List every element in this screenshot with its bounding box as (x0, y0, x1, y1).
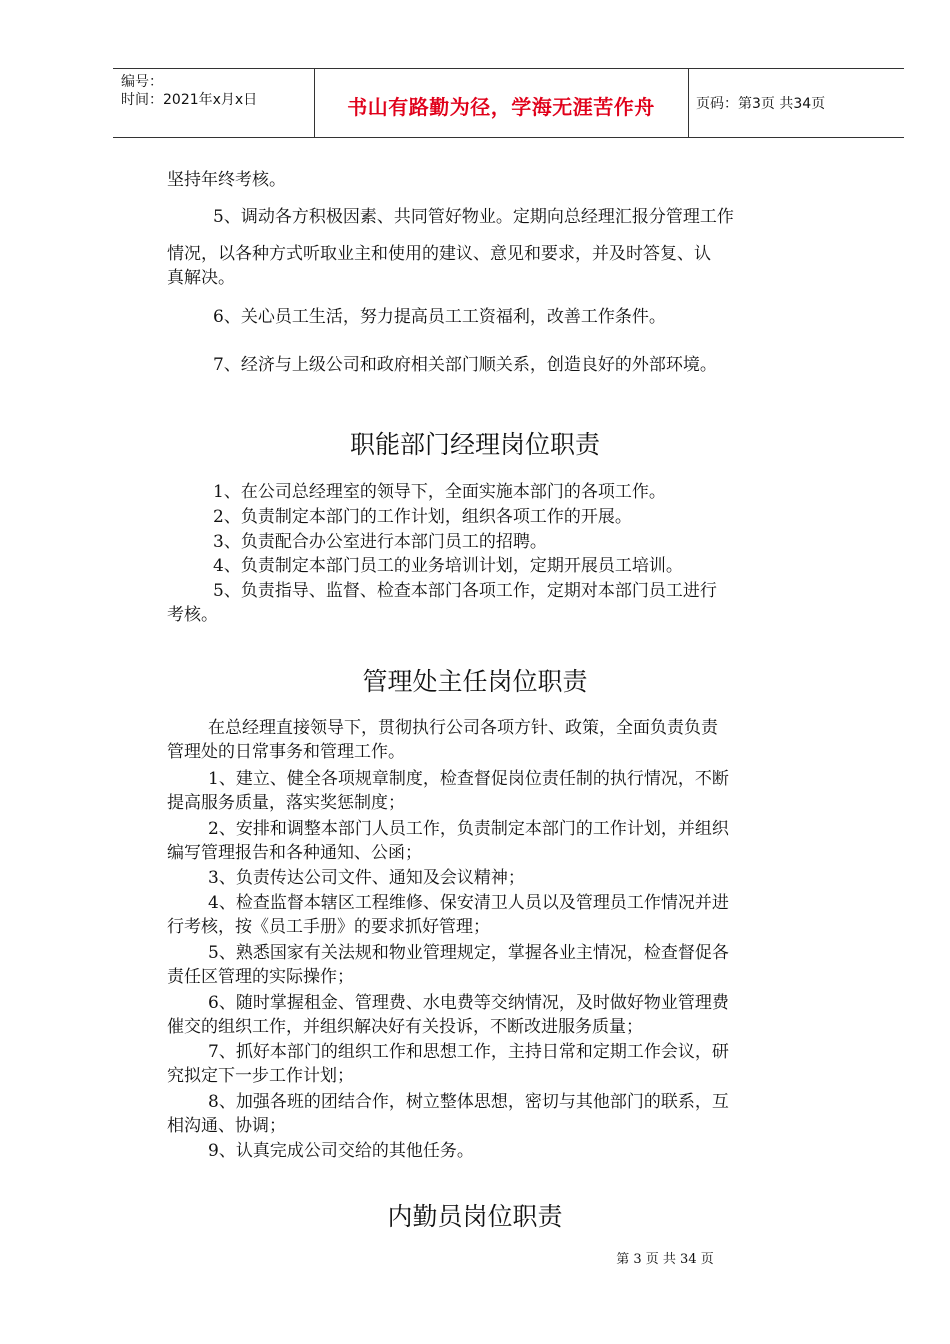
motto: 书山有路勤为径，学海无涯苦作舟 (347, 95, 655, 119)
list-item: 3、负责配合办公室进行本部门员工的招聘。 (213, 532, 547, 552)
page-header (113, 68, 904, 138)
header-motto-cell (314, 69, 689, 137)
list-item: 催交的组织工作，并组织解决好有关投诉，不断改进服务质量； (167, 1017, 643, 1037)
list-item: 8、加强各班的团结合作，树立整体思想，密切与其他部门的联系，互 (208, 1092, 729, 1112)
list-item: 2、负责制定本部门的工作计划，组织各项工作的开展。 (213, 507, 632, 527)
section-heading: 内勤员岗位职责 (387, 1202, 563, 1231)
paragraph: 7、经济与上级公司和政府相关部门顺关系，创造良好的外部环境。 (213, 355, 717, 375)
list-item: 4、负责制定本部门员工的业务培训计划，定期开展员工培训。 (213, 556, 683, 576)
list-item: 编写管理报告和各种通知、公函； (167, 843, 422, 863)
time-label: 时间：2021年x月x日 (121, 92, 258, 108)
list-item: 责任区管理的实际操作； (167, 967, 354, 987)
paragraph: 6、关心员工生活，努力提高员工工资福利，改善工作条件。 (213, 307, 666, 327)
paragraph: 真解决。 (167, 268, 235, 288)
list-item: 7、抓好本部门的组织工作和思想工作，主持日常和定期工作会议，研 (208, 1042, 729, 1062)
list-item: 行考核，按《员工手册》的要求抓好管理； (167, 917, 490, 937)
list-item: 9、认真完成公司交给的其他任务。 (208, 1141, 474, 1161)
section-heading: 管理处主任岗位职责 (362, 667, 588, 696)
list-item: 5、熟悉国家有关法规和物业管理规定，掌握各业主情况，检查督促各 (208, 943, 729, 963)
list-item: 究拟定下一步工作计划； (167, 1066, 354, 1086)
list-item: 1、在公司总经理室的领导下，全面实施本部门的各项工作。 (213, 482, 666, 502)
list-item: 在总经理直接领导下，贯彻执行公司各项方针、政策，全面负责负责 (208, 718, 718, 738)
list-item: 1、建立、健全各项规章制度，检查督促岗位责任制的执行情况，不断 (208, 769, 729, 789)
list-item: 提高服务质量，落实奖惩制度； (167, 793, 405, 813)
paragraph: 坚持年终考核。 (167, 170, 286, 190)
list-item: 6、随时掌握租金、管理费、水电费等交纳情况，及时做好物业管理费 (208, 993, 729, 1013)
serial-label: 编号： (121, 74, 163, 90)
section-heading: 职能部门经理岗位职责 (349, 430, 600, 459)
list-item: 管理处的日常事务和管理工作。 (167, 742, 405, 762)
list-item: 2、安排和调整本部门人员工作，负责制定本部门的工作计划，并组织 (208, 819, 729, 839)
paragraph: 情况，以各种方式听取业主和使用的建议、意见和要求，并及时答复、认 (167, 244, 711, 264)
header-left-cell (113, 69, 315, 137)
page-label: 页码：第3页 共34页 (696, 96, 826, 112)
paragraph: 5、调动各方积极因素、共同管好物业。定期向总经理汇报分管理工作 (213, 207, 734, 227)
list-item: 考核。 (167, 605, 218, 625)
list-item: 相沟通、协调； (167, 1116, 286, 1136)
list-item: 4、检查监督本辖区工程维修、保安清卫人员以及管理员工作情况并进 (208, 893, 729, 913)
list-item: 5、负责指导、监督、检查本部门各项工作，定期对本部门员工进行 (213, 581, 717, 601)
page-footer: 第 3 页 共 34 页 (616, 1252, 714, 1267)
header-page-cell (688, 69, 904, 137)
list-item: 3、负责传达公司文件、通知及会议精神； (208, 868, 525, 888)
